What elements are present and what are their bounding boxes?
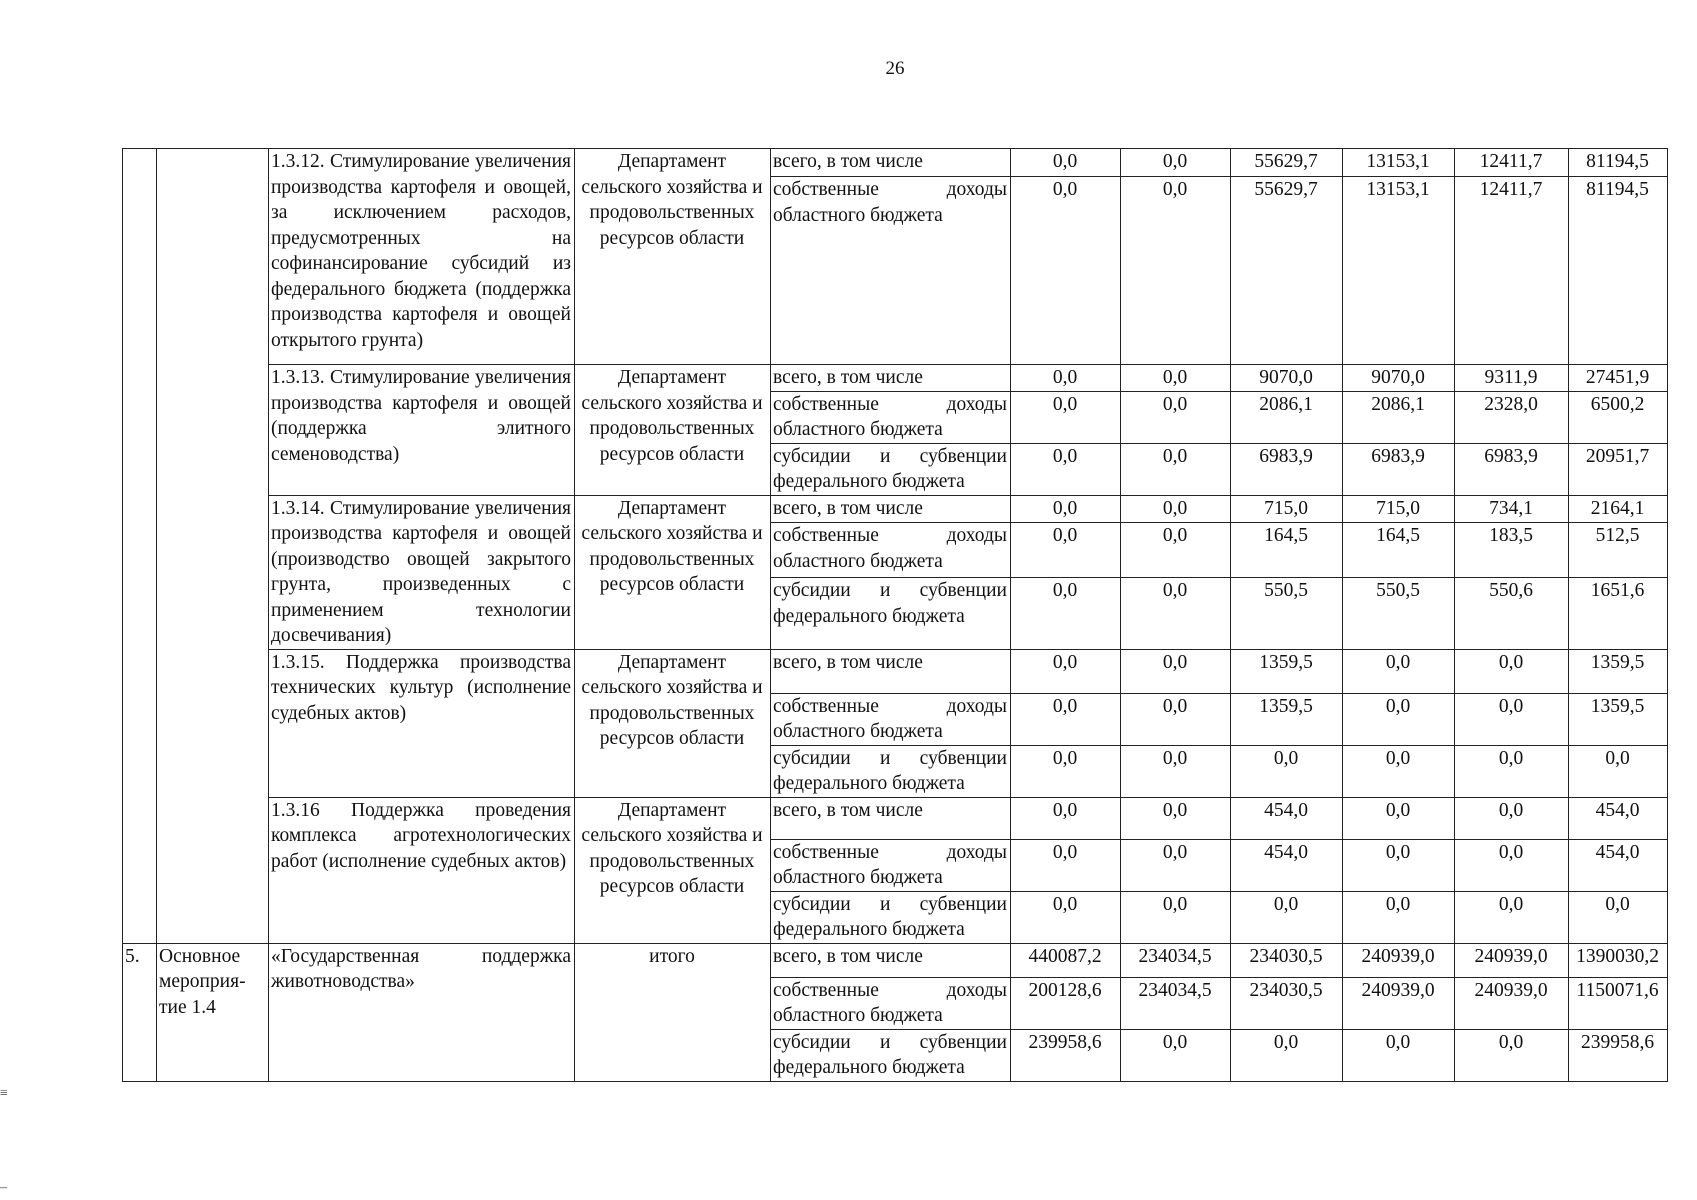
value-cell: 9311,9 <box>1455 365 1569 392</box>
page-number: 26 <box>885 58 905 79</box>
value-cell: 0,0 <box>1011 797 1121 839</box>
line-label-subs <box>771 578 1011 650</box>
label-line-2: областного бюджета <box>773 721 943 742</box>
value-cell: 55629,7 <box>1231 149 1343 177</box>
label-text: всего, в том числе <box>773 367 923 388</box>
value-cell: 2328,0 <box>1455 391 1569 443</box>
value-cell: 0,0 <box>1011 523 1121 578</box>
executor: Департамент сельского хозяйства и продовольственных ресурсов области <box>575 649 771 797</box>
value-cell: 550,6 <box>1455 578 1569 650</box>
value-cell: 240939,0 <box>1455 977 1569 1029</box>
value-cell: 1150071,6 <box>1569 977 1668 1029</box>
value-cell: 2086,1 <box>1343 391 1455 443</box>
value-cell: 183,5 <box>1455 523 1569 578</box>
line-label-subs <box>771 443 1011 495</box>
value-cell: 0,0 <box>1011 839 1121 891</box>
value-cell: 0,0 <box>1121 839 1231 891</box>
value-cell: 0,0 <box>1121 443 1231 495</box>
value-cell: 0,0 <box>1343 1029 1455 1081</box>
section-executor: итого <box>575 943 771 1081</box>
value-cell: 454,0 <box>1231 797 1343 839</box>
value-cell: 0,0 <box>1231 891 1343 943</box>
label-line-2: федерального бюджета <box>773 471 965 492</box>
value-cell: 239958,6 <box>1011 1029 1121 1081</box>
value-cell: 454,0 <box>1569 797 1668 839</box>
value-cell: 1390030,2 <box>1569 943 1668 977</box>
value-cell: 0,0 <box>1343 891 1455 943</box>
value-cell: 234034,5 <box>1121 977 1231 1029</box>
value-cell: 0,0 <box>1569 745 1668 797</box>
value-cell: 240939,0 <box>1343 943 1455 977</box>
line-label-subs <box>771 891 1011 943</box>
value-cell: 164,5 <box>1231 523 1343 578</box>
label-line-1: собственные доходы <box>773 979 1007 1001</box>
value-cell: 0,0 <box>1569 891 1668 943</box>
value-cell: 20951,7 <box>1569 443 1668 495</box>
value-cell: 0,0 <box>1231 1029 1343 1081</box>
value-cell: 0,0 <box>1343 693 1455 745</box>
value-cell: 81194,5 <box>1569 177 1668 365</box>
value-cell: 0,0 <box>1011 443 1121 495</box>
value-cell: 715,0 <box>1343 495 1455 523</box>
line-label-own <box>771 839 1011 891</box>
value-cell: 0,0 <box>1011 391 1121 443</box>
value-cell: 0,0 <box>1121 1029 1231 1081</box>
value-cell: 0,0 <box>1343 797 1455 839</box>
value-cell: 0,0 <box>1455 891 1569 943</box>
label-line-1: собственные доходы <box>773 841 1007 863</box>
line-label-total <box>771 943 1011 977</box>
margin-mark: ≡ <box>0 1086 8 1101</box>
value-cell: 9070,0 <box>1343 365 1455 392</box>
label-line-2: областного бюджета <box>773 867 943 888</box>
value-cell: 0,0 <box>1121 745 1231 797</box>
value-cell: 0,0 <box>1011 365 1121 392</box>
value-cell: 0,0 <box>1011 495 1121 523</box>
measure-title: 1.3.12. Стимулирование увеличения производства картофеля и овощей, за исключением расходов, предусмотренных на софинансирование субсидий из федерального бюджета (поддержка производства картофеля и овощей открытого грунта) <box>269 149 575 365</box>
line-label-own <box>771 391 1011 443</box>
value-cell: 240939,0 <box>1455 943 1569 977</box>
label-line-1: собственные доходы <box>773 179 1007 200</box>
value-cell: 1651,6 <box>1569 578 1668 650</box>
value-cell: 9070,0 <box>1231 365 1343 392</box>
measure-title: 1.3.15. Поддержка производства технических культур (исполнение судебных актов) <box>269 649 575 797</box>
value-cell: 550,5 <box>1231 578 1343 650</box>
label-text: всего, в том числе <box>773 651 923 673</box>
value-cell: 0,0 <box>1343 649 1455 693</box>
value-cell: 164,5 <box>1343 523 1455 578</box>
value-cell: 0,0 <box>1121 891 1231 943</box>
value-cell: 715,0 <box>1231 495 1343 523</box>
value-cell: 734,1 <box>1455 495 1569 523</box>
value-cell: 0,0 <box>1455 693 1569 745</box>
value-cell: 0,0 <box>1343 745 1455 797</box>
value-cell: 0,0 <box>1121 177 1231 365</box>
value-cell: 6983,9 <box>1343 443 1455 495</box>
value-cell: 0,0 <box>1011 745 1121 797</box>
value-cell: 0,0 <box>1011 693 1121 745</box>
value-cell: 234030,5 <box>1231 943 1343 977</box>
value-cell: 1359,5 <box>1231 649 1343 693</box>
value-cell: 0,0 <box>1121 693 1231 745</box>
value-cell: 12411,7 <box>1455 149 1569 177</box>
label-text: всего, в том числе <box>773 799 923 821</box>
budget-table <box>122 148 1668 1082</box>
label-line-1: субсидии и субвенции <box>773 580 1007 601</box>
measure-title: 1.3.14. Стимулирование увеличения производства картофеля и овощей (производство овощей закрытого грунта, произведенных с применением технологии досвечивания) <box>269 495 575 649</box>
line-label-subs <box>771 745 1011 797</box>
value-cell: 2086,1 <box>1231 391 1343 443</box>
value-cell: 550,5 <box>1343 578 1455 650</box>
label-line-1: собственные доходы <box>773 695 1007 717</box>
value-cell: 1359,5 <box>1231 693 1343 745</box>
label-line-1: субсидии и субвенции <box>773 1031 1007 1053</box>
line-label-subs <box>771 1029 1011 1081</box>
measure-title: 1.3.16 Поддержка проведения комплекса агротехнологических работ (исполнение судебных актов) <box>269 797 575 943</box>
value-cell: 200128,6 <box>1011 977 1121 1029</box>
value-cell: 0,0 <box>1121 578 1231 650</box>
section-number: 5. <box>123 943 157 1081</box>
value-cell: 0,0 <box>1011 649 1121 693</box>
value-cell: 0,0 <box>1455 797 1569 839</box>
executor: Департамент сельского хозяйства и продовольственных ресурсов области <box>575 149 771 365</box>
value-cell: 27451,9 <box>1569 365 1668 392</box>
value-cell: 0,0 <box>1121 649 1231 693</box>
value-cell: 12411,7 <box>1455 177 1569 365</box>
value-cell: 55629,7 <box>1231 177 1343 365</box>
label-line-2: федерального бюджета <box>773 773 965 794</box>
value-cell: 0,0 <box>1011 149 1121 177</box>
label-line-2: федерального бюджета <box>773 1057 965 1078</box>
line-label-total <box>771 797 1011 839</box>
executor: Департамент сельского хозяйства и продовольственных ресурсов области <box>575 365 771 496</box>
value-cell: 0,0 <box>1121 797 1231 839</box>
section-category: Основное мероприя-тие 1.4 <box>157 943 269 1081</box>
label-line-2: областного бюджета <box>773 419 943 440</box>
label-line-2: федерального бюджета <box>773 919 965 940</box>
value-cell: 2164,1 <box>1569 495 1668 523</box>
line-label-own <box>771 523 1011 578</box>
blank-col-type <box>157 149 269 944</box>
value-cell: 0,0 <box>1011 578 1121 650</box>
value-cell: 234034,5 <box>1121 943 1231 977</box>
value-cell: 6983,9 <box>1231 443 1343 495</box>
label-line-1: субсидии и субвенции <box>773 445 1007 467</box>
measure-title: 1.3.13. Стимулирование увеличения производства картофеля и овощей (поддержка элитного семеноводства) <box>269 365 575 496</box>
value-cell: 239958,6 <box>1569 1029 1668 1081</box>
label-line-1: субсидии и субвенции <box>773 747 1007 769</box>
line-label-own <box>771 177 1011 365</box>
value-cell: 1359,5 <box>1569 693 1668 745</box>
value-cell: 6500,2 <box>1569 391 1668 443</box>
label-text: всего, в том числе <box>773 151 923 172</box>
label-line-2: федерального бюджета <box>773 605 965 627</box>
label-line-2: областного бюджета <box>773 204 943 226</box>
section-name: «Государственная поддержка животноводства» <box>269 943 575 1081</box>
blank-col-num <box>123 149 157 944</box>
value-cell: 81194,5 <box>1569 149 1668 177</box>
label-text: всего, в том числе <box>773 497 923 519</box>
value-cell: 0,0 <box>1455 1029 1569 1081</box>
value-cell: 0,0 <box>1343 839 1455 891</box>
value-cell: 0,0 <box>1121 523 1231 578</box>
value-cell: 0,0 <box>1231 745 1343 797</box>
value-cell: 0,0 <box>1011 177 1121 365</box>
label-line-1: субсидии и субвенции <box>773 893 1007 915</box>
value-cell: 0,0 <box>1011 891 1121 943</box>
value-cell: 13153,1 <box>1343 177 1455 365</box>
value-cell: 1359,5 <box>1569 649 1668 693</box>
value-cell: 0,0 <box>1455 649 1569 693</box>
value-cell: 0,0 <box>1455 745 1569 797</box>
value-cell: 0,0 <box>1121 495 1231 523</box>
value-cell: 0,0 <box>1121 391 1231 443</box>
value-cell: 234030,5 <box>1231 977 1343 1029</box>
value-cell: 0,0 <box>1121 149 1231 177</box>
margin-dash: – <box>0 1180 7 1195</box>
executor: Департамент сельского хозяйства и продовольственных ресурсов области <box>575 495 771 649</box>
value-cell: 454,0 <box>1231 839 1343 891</box>
label-line-2: областного бюджета <box>773 550 943 572</box>
line-label-own <box>771 693 1011 745</box>
value-cell: 440087,2 <box>1011 943 1121 977</box>
label-line-1: собственные доходы <box>773 393 1007 415</box>
label-line-1: собственные доходы <box>773 525 1007 547</box>
value-cell: 13153,1 <box>1343 149 1455 177</box>
value-cell: 0,0 <box>1121 365 1231 392</box>
line-label-total <box>771 649 1011 693</box>
value-cell: 6983,9 <box>1455 443 1569 495</box>
line-label-total <box>771 495 1011 523</box>
value-cell: 454,0 <box>1569 839 1668 891</box>
label-line-2: областного бюджета <box>773 1005 943 1026</box>
value-cell: 0,0 <box>1455 839 1569 891</box>
value-cell: 512,5 <box>1569 523 1668 578</box>
line-label-total <box>771 365 1011 392</box>
line-label-own <box>771 977 1011 1029</box>
line-label-total <box>771 149 1011 177</box>
value-cell: 240939,0 <box>1343 977 1455 1029</box>
label-text: всего, в том числе <box>773 945 923 967</box>
executor: Департамент сельского хозяйства и продовольственных ресурсов области <box>575 797 771 943</box>
